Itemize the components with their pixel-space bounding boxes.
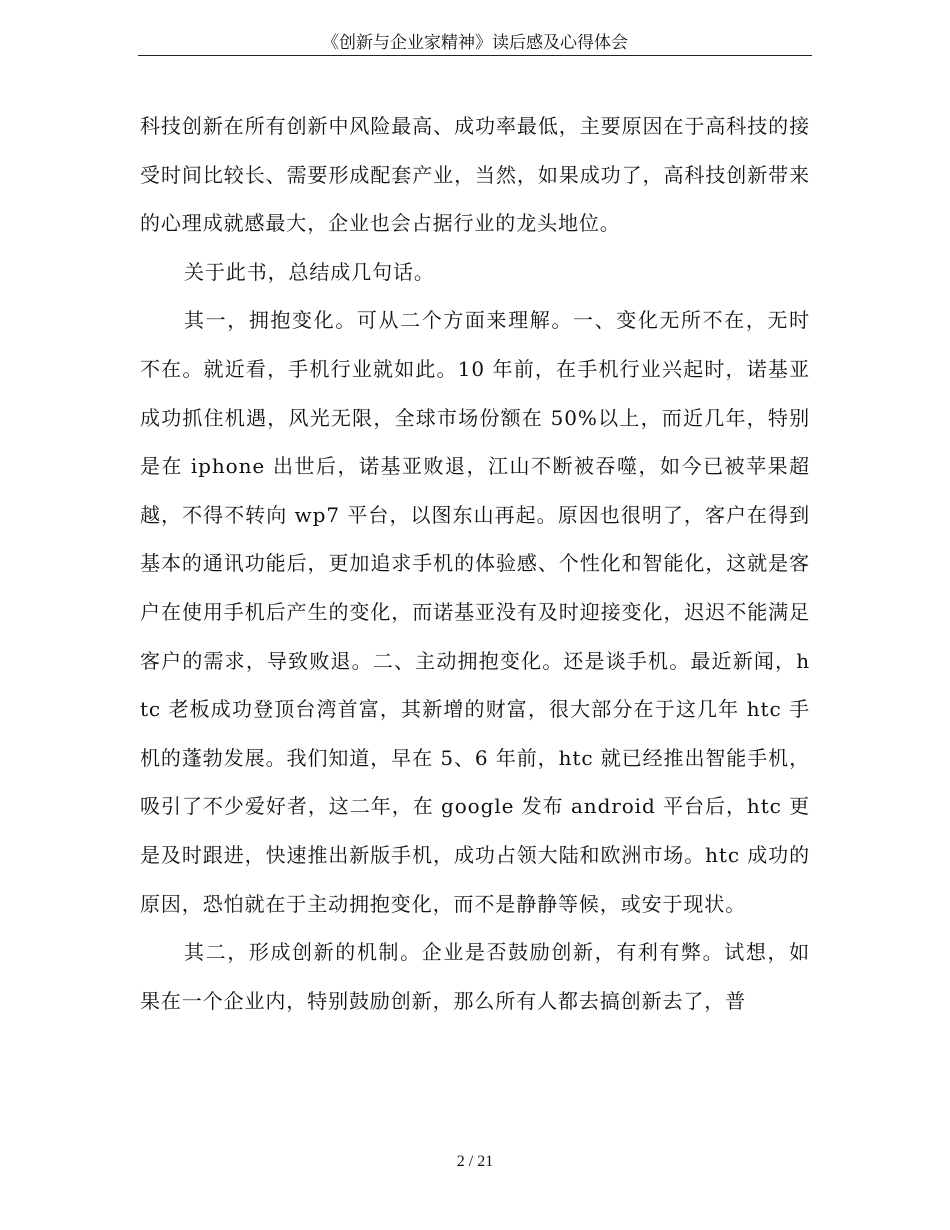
page-header-title: 《创新与企业家精神》读后感及心得体会 <box>322 33 628 53</box>
header-divider <box>138 55 812 56</box>
page-number: 2 / 21 <box>456 1153 494 1170</box>
paragraph-summary-intro: 关于此书，总结成几句话。 <box>184 259 435 284</box>
document-body <box>140 102 810 1025</box>
paragraph-embrace-change: 其一，拥抱变化。可从二个方面来理解。一、变化无所不在，无时不在。就近看，手机行业就如此。10 年前，在手机行业兴起时，诺基亚成功抓住机遇，风光无限，全球市场份额在 50%以上，而近几年，特别是在 iphone 出世后，诺基亚败退，江山不断被吞噬，如今已被苹果超越，不得不转向 wp7 平台，以图东山再起。原因也很明了，客户在得到基本的通讯功能后，更加追求手机的体验感、个性化和智能化，这就是客户在使用手机后产生的变化，而诺基亚没有及时迎接变化，迟迟不能满足客户的需求，导致败退。二、主动拥抱变化。还是谈手机。最近新闻，htc 老板成功登顶台湾首富，其新增的财富，很大部分在于这几年 htc 手机的蓬勃发展。我们知道，早在 5、6 年前，htc 就已经推出智能手机，吸引了不少爱好者，这二年，在 google 发布 android 平台后，htc 更是及时跟进，快速推出新版手机，成功占领大陆和欧洲市场。htc 成功的原因，恐怕就在于主动拥抱变化，而不是静静等候，或安于现状。 <box>140 308 810 916</box>
paragraph-tech-innovation: 科技创新在所有创新中风险最高、成功率最低，主要原因在于高科技的接受时间比较长、需要形成配套产业，当然，如果成功了，高科技创新带来的心理成就感最大，企业也会占据行业的龙头地位。 <box>140 114 810 236</box>
paragraph-innovation-mechanism: 其二，形成创新的机制。企业是否鼓励创新，有利有弊。试想，如果在一个企业内，特别鼓励创新，那么所有人都去搞创新去了，普 <box>140 940 810 1013</box>
